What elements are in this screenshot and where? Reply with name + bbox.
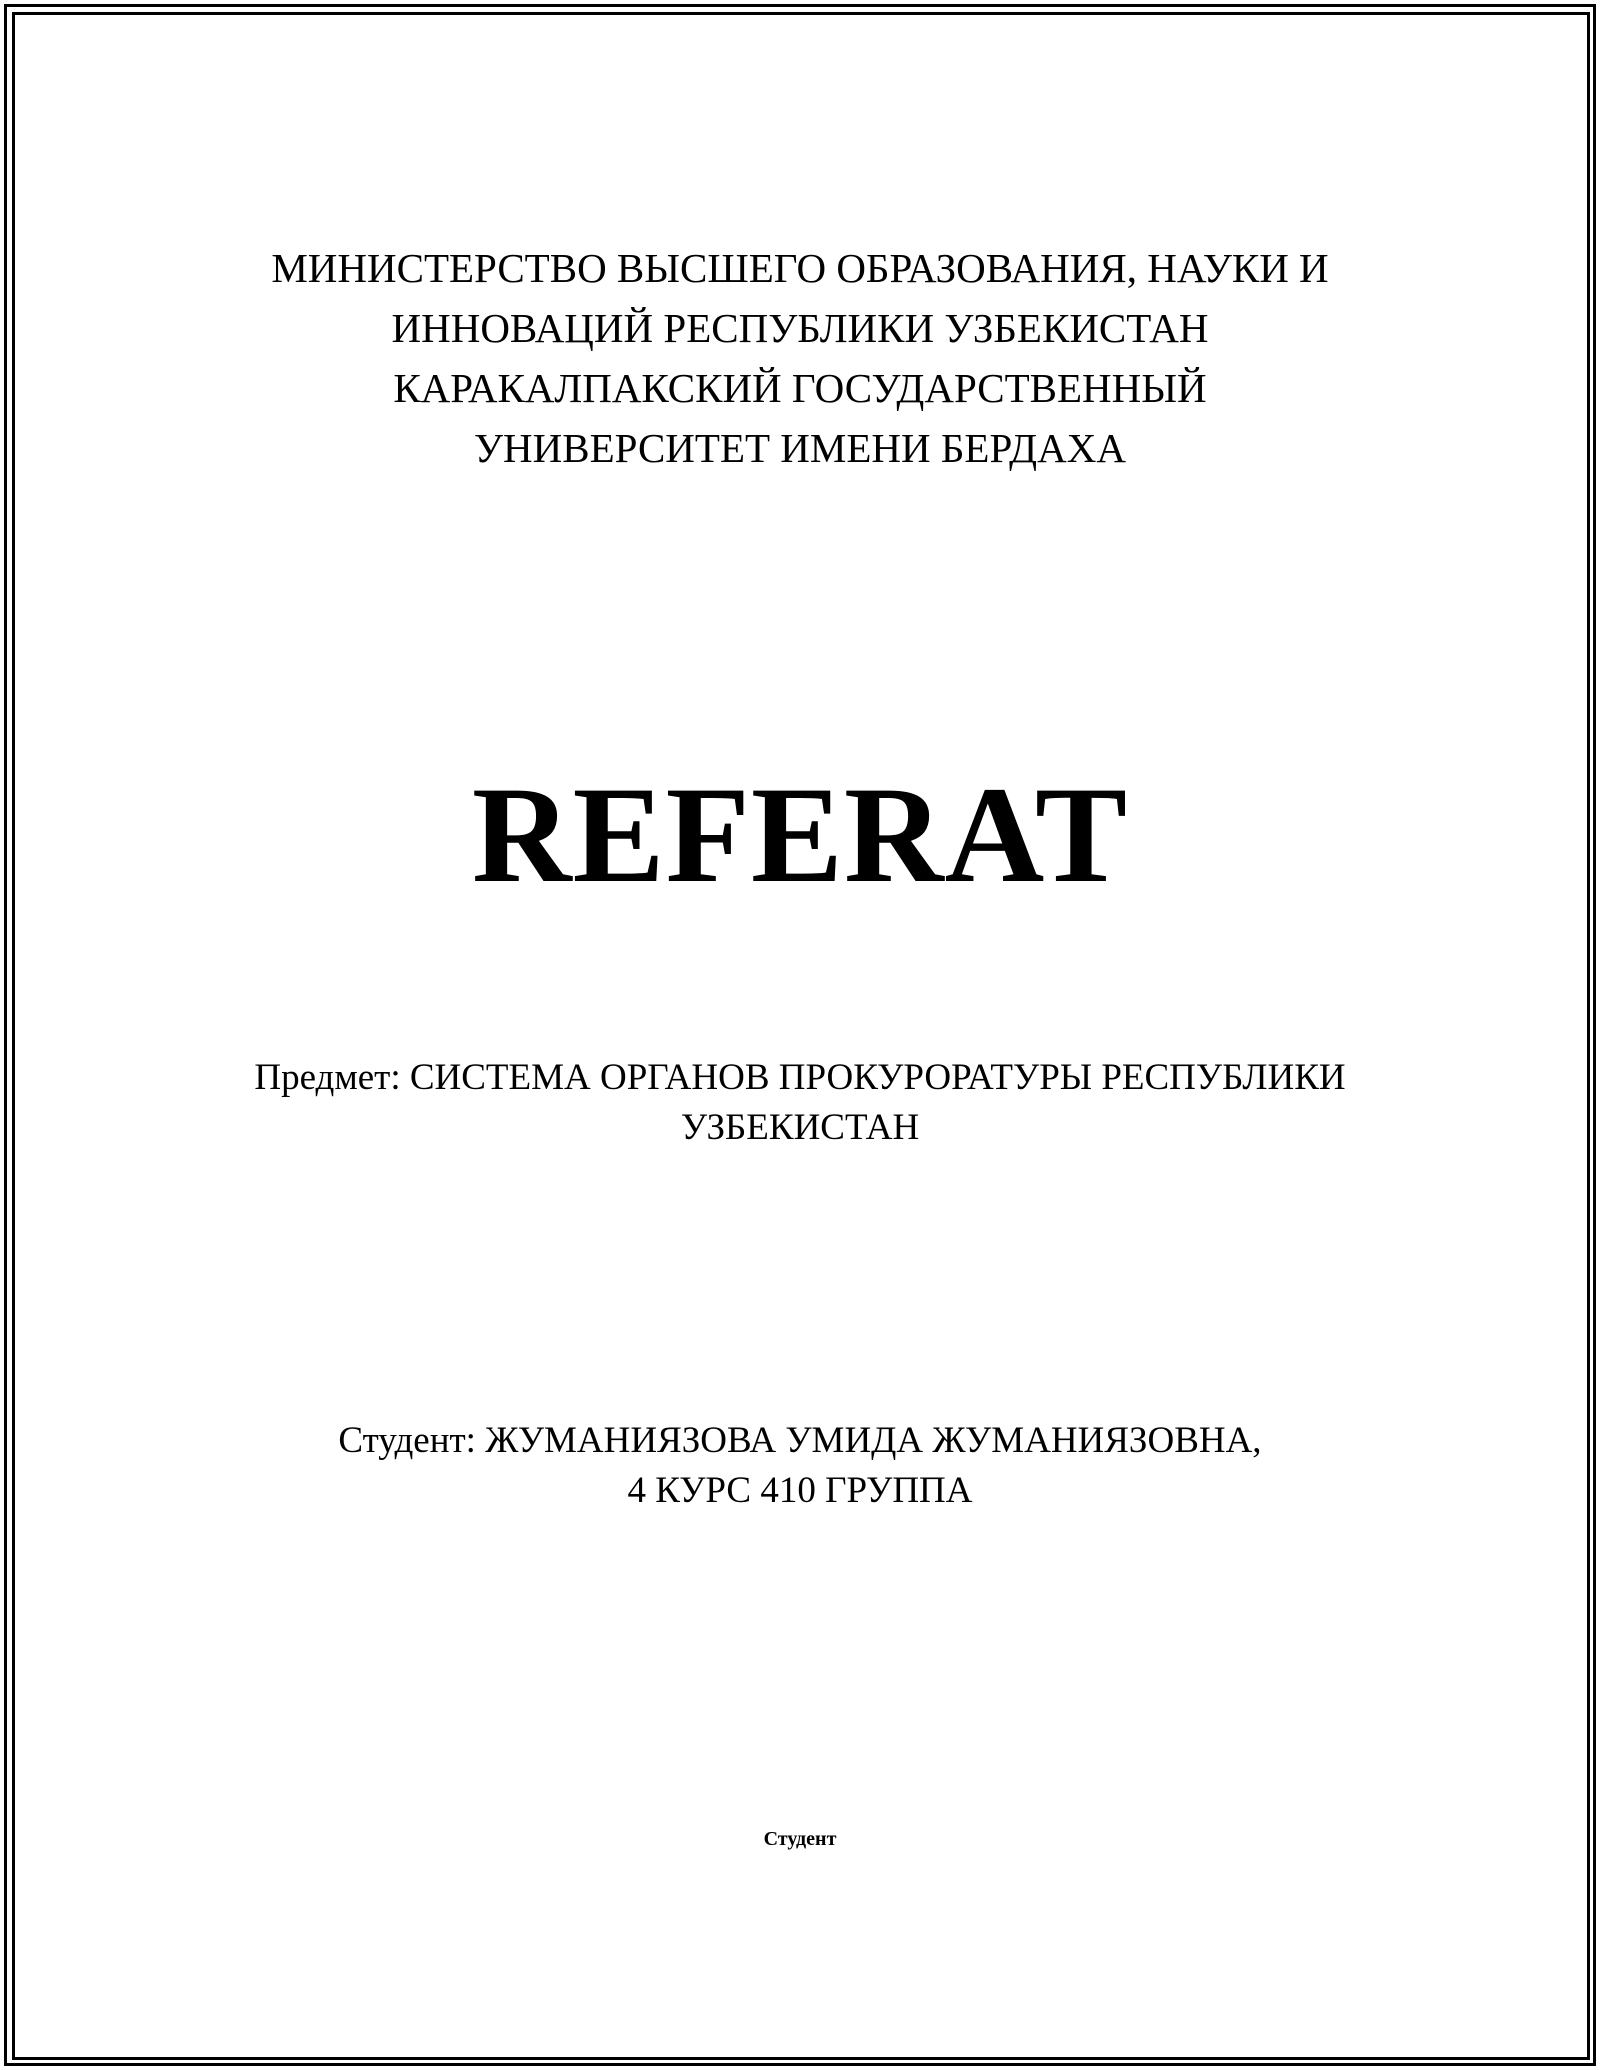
footer-label: Студент	[763, 1828, 837, 1850]
subject-block	[0, 1053, 1600, 1153]
document-title: REFERAT	[471, 758, 1129, 911]
student-line: Студент: ЖУМАНИЯЗОВА УМИДА ЖУМАНИЯЗОВНА,	[338, 1420, 1262, 1461]
student-block	[0, 1416, 1600, 1516]
header-line: КАРАКАЛПАКСКИЙ ГОСУДАРСТВЕННЫЙ	[393, 365, 1207, 411]
header-line: ИННОВАЦИЙ РЕСПУБЛИКИ УЗБЕКИСТАН	[391, 305, 1209, 351]
header-line: УНИВЕРСИТЕТ ИМЕНИ БЕРДАХА	[474, 425, 1126, 471]
institution-header	[0, 238, 1600, 478]
subject-line: УЗБЕКИСТАН	[680, 1107, 920, 1148]
student-line: 4 КУРС 410 ГРУППА	[627, 1470, 973, 1511]
subject-line: Предмет: СИСТЕМА ОРГАНОВ ПРОКУРОРАТУРЫ РЕСПУБЛИКИ	[254, 1057, 1346, 1098]
header-line: МИНИСТЕРСТВО ВЫСШЕГО ОБРАЗОВАНИЯ, НАУКИ И	[271, 245, 1329, 291]
